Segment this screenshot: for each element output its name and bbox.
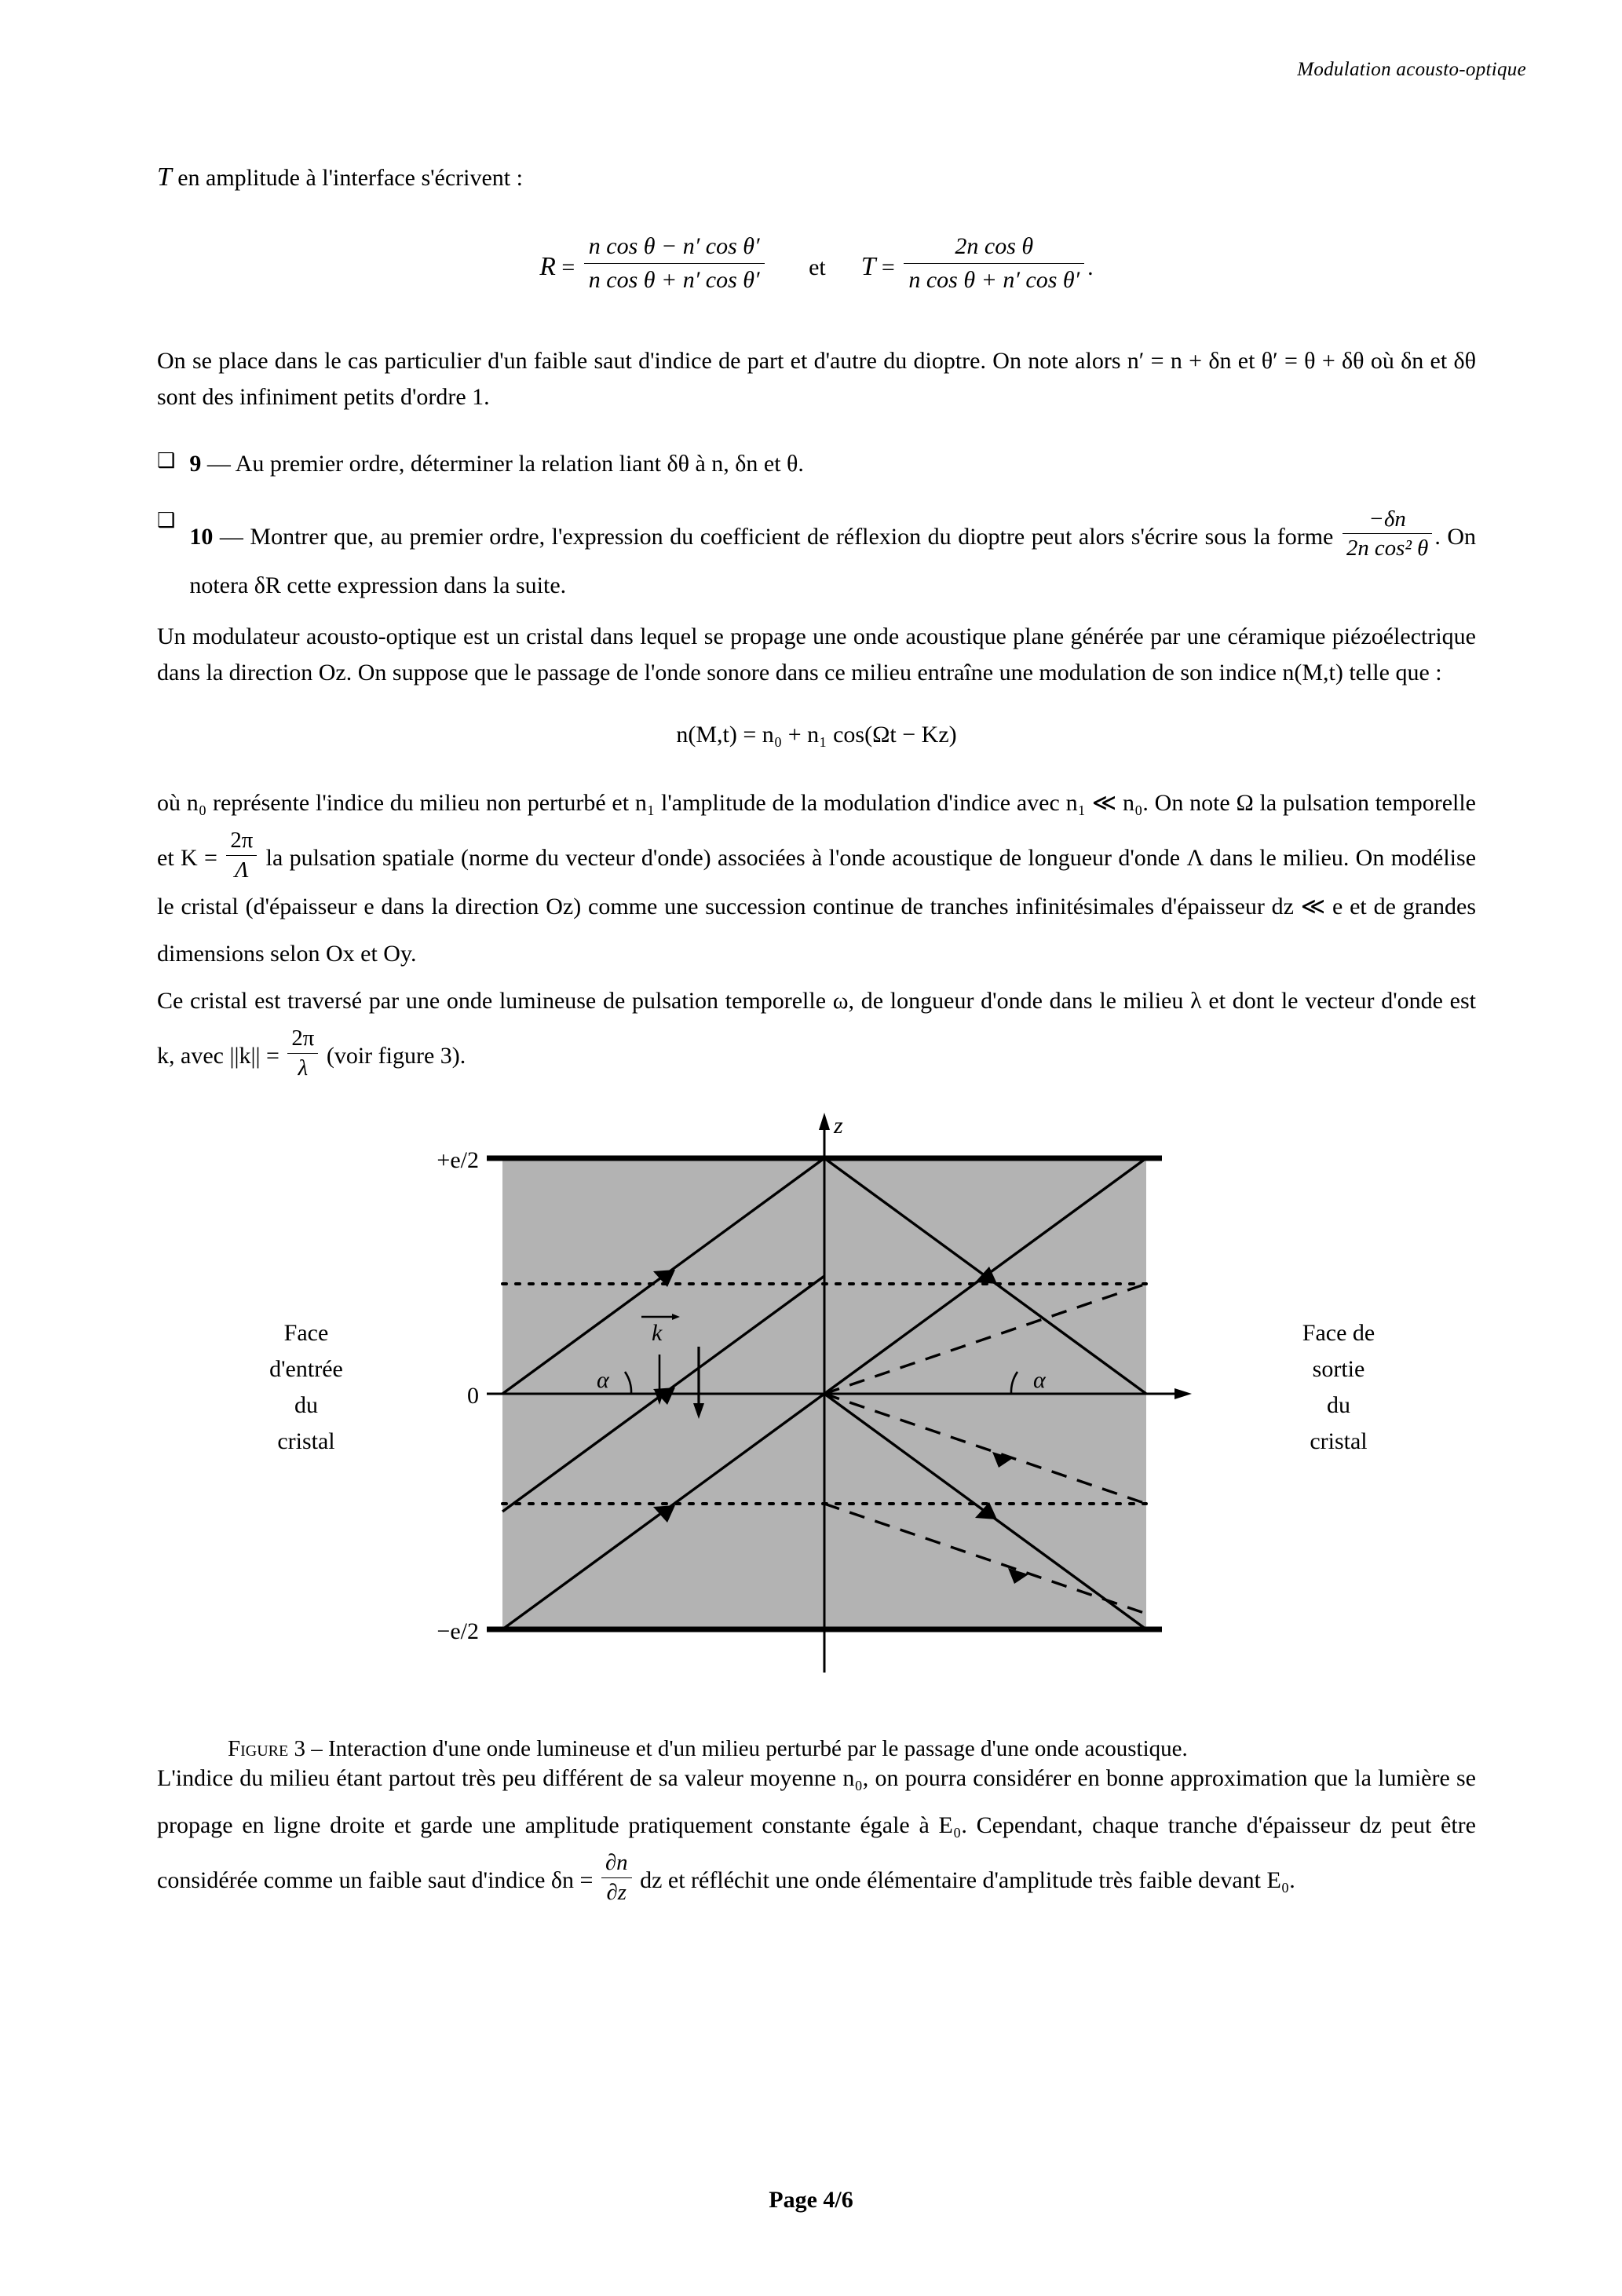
figure-label: Figure — [228, 1736, 289, 1762]
figure-3 — [157, 1095, 1476, 1762]
paragraph-indices-seg1: où n₀ représente l'indice du milieu non perturbé et n₁ l'amplitude de la modulation d'indice avec n₁ ≪ n₀. On note Ω la pulsation temporelle et K = — [157, 790, 1476, 872]
question-10-fraction: $\frac{-\delta n}{\text{2n cos² θ}}$ — [1343, 506, 1432, 562]
question-10-text-part2: . On notera δR cette expression dans la suite. — [189, 524, 1477, 598]
question-9-number: 9 — [189, 451, 202, 477]
question-10-dash: — — [219, 524, 243, 550]
tick-label-bottom: −e/2 — [437, 1618, 479, 1645]
equation-period: . — [1087, 254, 1094, 280]
equation-R-symbol: R — [539, 251, 556, 281]
paragraph-modulateur: Un modulateur acousto-optique est un cristal dans lequel se propage une onde acoustique plane générée par une céramique piézoélectrique dans la direction Oz. On suppose que le passage de l'onde sonore dans ce milieu entraîne une modulation de son indice n(M,t) telle que : — [157, 623, 1476, 686]
equation-T-symbol: T — [860, 251, 876, 281]
angle-right-label: α — [1033, 1367, 1046, 1394]
right-label-line-1: Face de — [1302, 1320, 1375, 1347]
left-label-line-1: Face — [283, 1320, 329, 1347]
paragraph-indices — [157, 780, 1476, 978]
tick-label-top: +e/2 — [437, 1147, 479, 1174]
equation-reflection-transmission: R = $\frac{\text{n cos θ − n′ cos θ′}}{\text{n cos θ + n′ cos θ′}}$ et T = $\frac{\text{2n cos θ}}{\text{n cos θ + n′ cos θ′}}$ . — [157, 232, 1476, 294]
paragraph-light-wave-seg2: (voir figure 3). — [326, 1043, 466, 1069]
paragraph-light-wave-seg1: Ce cristal est traversé par une onde lumineuse de pulsation temporelle ω, de longueur d'onde dans le milieu λ et dont le vecteur d'onde est k, avec ||k|| = — [157, 988, 1476, 1069]
figure-3-caption — [228, 1732, 1429, 1767]
paragraph-dioptre: On se place dans le cas particulier d'un faible saut d'indice de part et d'autre du dioptre. On note alors n′ = n + δn et θ′ = θ + δθ où δn et δθ sont des infiniment petits d'ordre 1. — [157, 348, 1476, 410]
right-label-line-4: cristal — [1310, 1428, 1368, 1455]
left-label-line-2: d'entrée — [269, 1356, 343, 1383]
intro-line-text: en amplitude à l'interface s'écrivent : — [177, 165, 523, 191]
tick-label-zero: 0 — [467, 1383, 479, 1409]
page-content — [157, 157, 1476, 1906]
k-label: k — [652, 1320, 663, 1347]
question-9-dash: — — [206, 451, 231, 477]
right-label-line-3: du — [1327, 1392, 1350, 1419]
left-label-line-4: cristal — [277, 1428, 335, 1455]
question-9-text: Au premier ordre, déterminer la relation liant δθ à n, δn et θ. — [235, 451, 804, 477]
figure-dash: – — [311, 1736, 323, 1762]
axis-x-arrowhead — [1174, 1388, 1192, 1399]
light-wavenumber-fraction: $\frac{2\pi}{\lambda}$ — [287, 1025, 318, 1081]
paragraph-final — [157, 1755, 1476, 1906]
question-9 — [157, 446, 1476, 482]
angle-left-label: α — [597, 1367, 609, 1394]
axis-z-label: z — [834, 1113, 843, 1139]
equation-R-fraction: $\frac{\text{n cos θ − n′ cos θ′}}{\text{n cos θ + n′ cos θ′}}$ — [584, 232, 765, 294]
paragraph-final-seg1: L'indice du milieu étant partout très peu différent de sa valeur moyenne n₀, on pourra considérer en bonne approximation que la lumière se propage en ligne droite et garde une amplitude pratiquement constante égale à E₀. Cependant, chaque tranche d'épaisseur dz peut être considérée comme un faible saut d'indice δn = — [157, 1765, 1476, 1894]
equation-index-modulation: n(M,t) = n₀ + n₁ cos(Ωt − Kz) — [676, 722, 957, 748]
checkbox-icon[interactable]: ❑ — [157, 508, 176, 532]
left-label-line-3: du — [294, 1392, 318, 1419]
page-number: Page 4/6 — [769, 2187, 853, 2213]
paragraph-light-wave — [157, 978, 1476, 1081]
right-label-line-2: sortie — [1312, 1356, 1365, 1383]
running-head: Modulation acousto-optique — [1297, 59, 1526, 80]
figure-caption-text: Interaction d'une onde lumineuse et d'un milieu perturbé par le passage d'une onde acoustique. — [327, 1736, 1188, 1762]
equation-conjunction: et — [809, 254, 826, 280]
intro-paragraph — [157, 157, 1476, 197]
figure-number: 3 — [294, 1736, 305, 1762]
checkbox-icon[interactable]: ❑ — [157, 449, 176, 473]
paragraph-indices-seg2: la pulsation spatiale (norme du vecteur d'onde) associées à l'onde acoustique de longueur d'onde Λ dans le milieu. On modélise le cristal (d'épaisseur e dans la direction Oz) comme une succession continue de tranches infinitésimales d'épaisseur dz ≪ e et de grandes dimensions selon Ox et Oy. — [157, 845, 1477, 967]
transmission-symbol: T — [157, 163, 172, 192]
equation-T-fraction: $\frac{\text{2n cos θ}}{\text{n cos θ + n′ cos θ′}}$ — [904, 232, 1084, 294]
question-10-text-part1: Montrer que, au premier ordre, l'expression du coefficient de réflexion du dioptre peut alors s'écrire sous la forme — [250, 524, 1334, 550]
figure-3-diagram — [157, 1095, 1476, 1716]
partial-derivative-fraction: $\frac{\partial n}{\partial z}$ — [601, 1849, 632, 1906]
question-10 — [157, 506, 1476, 609]
question-10-number: 10 — [189, 524, 214, 550]
paragraph-final-seg2: dz et réfléchit une onde élémentaire d'amplitude très faible devant E₀. — [640, 1867, 1295, 1894]
axis-z-arrowhead — [819, 1113, 830, 1130]
wavenumber-fraction: $\frac{2\pi}{\Lambda}$ — [226, 827, 257, 883]
